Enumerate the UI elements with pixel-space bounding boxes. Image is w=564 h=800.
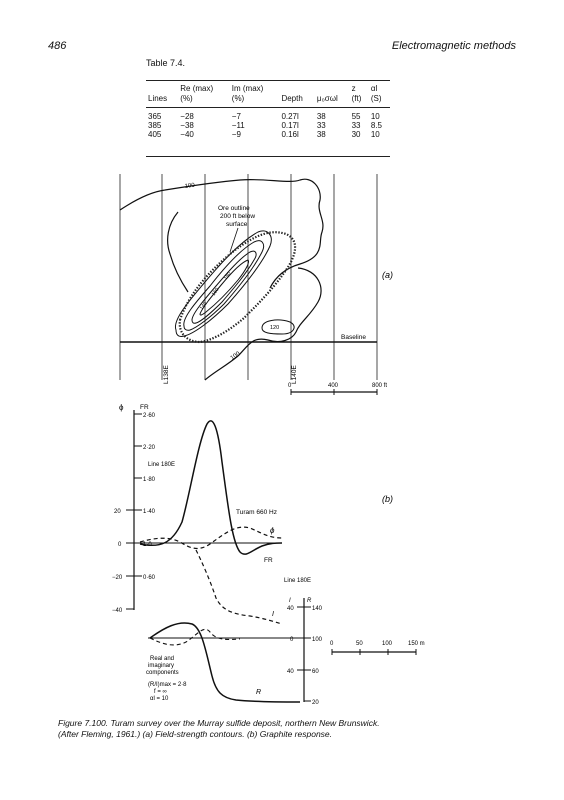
table-bottom-rule [146, 156, 390, 157]
contour-label: 180 [222, 270, 233, 282]
caption-line: (After Fleming, 1961.) (a) Field-strength contours. (b) Graphite response. [58, 729, 333, 739]
running-title: Electromagnetic methods [391, 40, 516, 52]
fr-tick: 2·60 [143, 413, 156, 419]
scale-label: 50 [356, 641, 363, 647]
r-tick: 60 [312, 669, 319, 675]
graphite-response-chart [0, 402, 564, 707]
table-row: 405 −40 −9 0.16l 38 30 10 [148, 130, 380, 139]
r-tick: 140 [312, 606, 323, 612]
phi-tick: −40 [112, 608, 123, 614]
ir-axis-title: I [289, 598, 291, 604]
contour-label: 100 [229, 350, 242, 362]
line-label-upper: Line 180E [148, 462, 176, 468]
param-label: (R/I)max = 2·8 [148, 682, 187, 688]
panel-label-b: (b) [382, 494, 393, 504]
curve-label-fr: FR [264, 557, 273, 564]
figure-caption [58, 718, 508, 740]
caption-line: Figure 7.100. Turam survey over the Murray sulfide deposit, northern New Brunswick. [58, 718, 380, 728]
r-tick: 20 [312, 700, 319, 706]
col-header: Im (max) (%) [230, 84, 280, 108]
table-header-row [146, 84, 390, 108]
phi-tick: 0 [118, 542, 122, 548]
curve-label-r: R [256, 689, 262, 696]
contour-label: 160 [210, 286, 221, 298]
scale-label: 0 [288, 383, 292, 389]
table-caption: Table 7.4. [146, 58, 186, 68]
scale-label: 0 [330, 641, 334, 647]
param-label: αl = 10 [150, 696, 169, 702]
fr-tick: 1·40 [143, 509, 156, 515]
anomaly-contours [175, 231, 271, 337]
fr-tick: 1·80 [143, 477, 156, 483]
baseline-label: Baseline [341, 334, 366, 341]
phi-tick: 20 [114, 509, 121, 515]
ore-outline-label: surface [226, 221, 248, 228]
col-header: z (ft) [350, 84, 369, 108]
curve-label-phi: ϕ [270, 526, 275, 535]
curve-label-i: I [272, 611, 274, 618]
col-header: αl (S) [369, 84, 390, 108]
ore-outline-label: 200 ft below [220, 213, 256, 220]
components-label: Real and [150, 656, 175, 662]
col-header: μ₀σωl [315, 84, 350, 108]
scale-label: 800 ft [372, 383, 388, 389]
fr-tick: 2·20 [143, 445, 156, 451]
contour-100-left [168, 212, 188, 292]
fr-axis-title: FR [140, 404, 149, 411]
contour-map [0, 170, 564, 400]
fr-curve [140, 421, 282, 554]
line-label-l140e: L140E [291, 365, 298, 384]
parameter-table [146, 84, 390, 139]
i-tick: 40 [287, 669, 294, 675]
phi-axis-title: ϕ [119, 403, 124, 412]
i-tick: 0 [290, 637, 294, 643]
contour-label: 100 [184, 182, 196, 190]
phi-tick: −20 [112, 575, 123, 581]
scale-label: 150 m [408, 641, 425, 647]
col-header: Lines [146, 84, 178, 108]
panel-label-a: (a) [382, 270, 393, 280]
scale-label: 400 [328, 383, 339, 389]
col-header: Depth [279, 84, 314, 108]
table-top-rule [146, 80, 390, 81]
i-component-curve [150, 629, 240, 645]
components-label: imaginary [148, 663, 175, 669]
r-tick: 100 [312, 637, 323, 643]
contour-label: 120 [270, 325, 280, 331]
line-label-lower: Line 180E [284, 578, 312, 584]
col-header: Re (max) (%) [178, 84, 230, 108]
turam-label: Turam 660 Hz [236, 509, 277, 516]
table-row: 365 −28 −7 0.27l 38 55 10 [148, 112, 380, 121]
components-label: components [146, 670, 179, 676]
scale-label: 100 [382, 641, 393, 647]
page-number: 486 [48, 40, 67, 52]
phi-curve [140, 527, 282, 548]
i-tick: 40 [287, 606, 294, 612]
param-label: f = ∞ [154, 689, 167, 695]
table-row: 385 −38 −11 0.17l 33 33 8.5 [148, 121, 382, 130]
fr-tick: 0·60 [143, 575, 156, 581]
line-label-l138e: L138E [163, 365, 170, 384]
ir-axis-title: R [307, 598, 312, 604]
ore-outline-label: Ore outline [218, 205, 250, 212]
fr-tick: 1·0 [143, 542, 152, 548]
contour-label: 140 [198, 300, 209, 312]
